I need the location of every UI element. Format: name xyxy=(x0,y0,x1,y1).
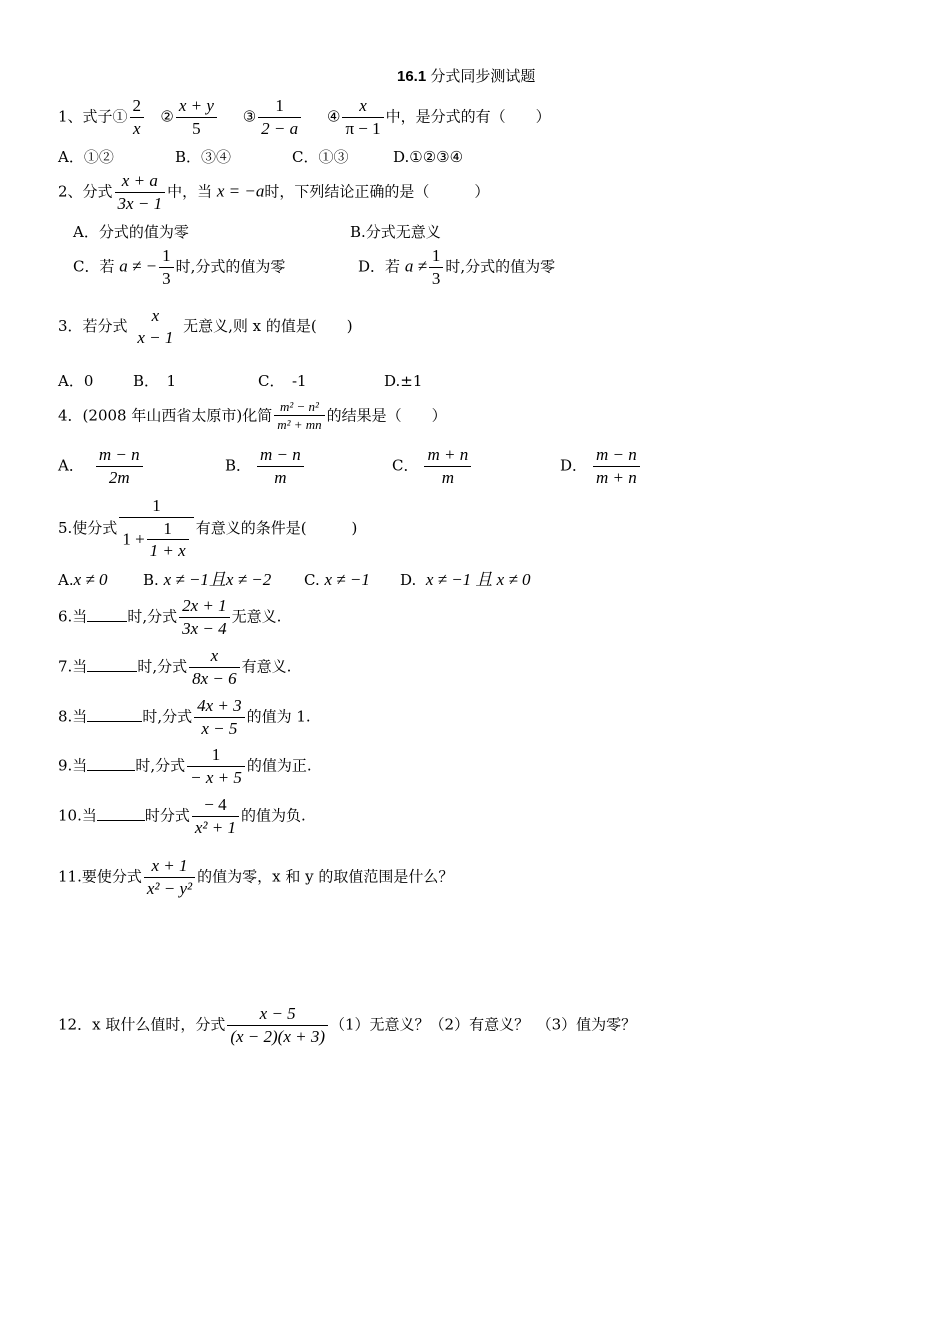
q8-suffix: 的值为 1. xyxy=(246,707,311,726)
option-label: C． xyxy=(392,456,419,475)
denominator: π − 1 xyxy=(345,118,381,138)
numerator: 2x + 1 xyxy=(179,597,230,618)
numerator: 1 xyxy=(187,746,245,767)
numerator: 2 xyxy=(130,97,145,118)
q9-mid: 时,分式 xyxy=(135,756,186,775)
q7-mid: 时,分式 xyxy=(137,657,188,676)
fraction xyxy=(593,446,640,487)
q4-prefix: 4．(2008 年山西省太原市)化简 xyxy=(58,406,273,425)
fraction xyxy=(194,697,245,738)
q2-option-a: A．分式的值为零 xyxy=(73,223,189,241)
q1-option-d: D.①②③④ xyxy=(393,148,464,166)
fraction xyxy=(144,857,195,898)
numerator: 1 xyxy=(147,520,189,541)
numerator: x + a xyxy=(115,172,166,193)
q12-suffix: （1）无意义？（2）有意义？ （3）值为零？ xyxy=(330,1015,637,1034)
answer-blank[interactable] xyxy=(87,658,137,672)
fraction xyxy=(258,97,301,138)
denominator: 3 xyxy=(162,268,171,288)
denominator xyxy=(119,518,193,561)
q5-suffix: 有意义的条件是( ) xyxy=(195,519,358,538)
fraction xyxy=(134,307,176,347)
q5-option-d xyxy=(400,571,531,588)
numerator: x xyxy=(342,97,383,118)
numerator: − 4 xyxy=(192,796,239,817)
q2-prefix: 2、分式 xyxy=(58,182,113,201)
numerator: x + y xyxy=(176,97,217,118)
denominator: x − 1 xyxy=(137,327,174,347)
answer-blank[interactable] xyxy=(87,757,135,771)
denominator: m xyxy=(441,467,454,487)
denominator: − x + 5 xyxy=(190,767,242,787)
q1-option-b: B．③④ xyxy=(175,148,232,166)
q6-prefix: 6.当 xyxy=(58,607,88,626)
q4-option-b xyxy=(225,446,306,487)
fraction xyxy=(189,647,240,688)
denominator: m² + mn xyxy=(277,417,322,433)
q3-option-c: C． -1 xyxy=(258,372,307,390)
q1-circle-2: ② xyxy=(160,107,174,126)
question-7 xyxy=(58,647,291,688)
q5-option-b xyxy=(143,571,271,588)
denominator: (x − 2)(x + 3) xyxy=(230,1026,326,1046)
question-11 xyxy=(58,857,453,898)
q1-prefix: 1、式子① xyxy=(58,107,128,126)
q4-option-d xyxy=(560,446,642,487)
q7-suffix: 有意义. xyxy=(241,657,292,676)
question-4 xyxy=(58,400,447,433)
q6-mid: 时,分式 xyxy=(127,607,178,626)
q2-optc-math: a ≠ − xyxy=(119,256,158,276)
numerator: x xyxy=(189,647,240,668)
q2-optd-post: 时,分式的值为零 xyxy=(445,257,556,276)
denominator: x² + 1 xyxy=(194,817,236,837)
q5-option-a xyxy=(58,571,108,588)
fraction xyxy=(176,97,217,138)
q1-circle-4: ④ xyxy=(327,107,341,126)
option-label: C. xyxy=(304,571,320,589)
numerator: x xyxy=(151,306,160,325)
denominator: 3x − 4 xyxy=(182,618,227,638)
denominator: 8x − 6 xyxy=(192,668,237,688)
numerator: x + 1 xyxy=(144,857,195,878)
q10-mid: 时分式 xyxy=(144,806,190,825)
q2-optc-pre: C．若 xyxy=(73,257,115,276)
fraction xyxy=(257,446,304,487)
numerator: m − n xyxy=(96,446,143,467)
denominator: m xyxy=(274,467,287,487)
question-5 xyxy=(58,497,357,561)
denominator: 1 + x xyxy=(149,541,186,561)
question-10 xyxy=(58,796,306,837)
q5-prefix: 5.使分式 xyxy=(58,519,118,538)
q8-prefix: 8.当 xyxy=(58,707,88,726)
question-12 xyxy=(58,1005,636,1046)
numerator: 1 xyxy=(159,247,174,268)
page-title xyxy=(397,69,535,84)
question-1 xyxy=(58,97,551,138)
numerator: m − n xyxy=(257,446,304,467)
q3-option-a: A．0 xyxy=(58,372,94,390)
title-text: 分式同步测试题 xyxy=(430,68,536,85)
q5-option-c xyxy=(304,571,370,588)
fraction xyxy=(115,172,166,213)
denominator: 5 xyxy=(192,118,201,138)
option-label: B． xyxy=(225,456,252,475)
q3-option-d: D.±1 xyxy=(384,372,423,390)
numerator: m + n xyxy=(424,446,471,467)
q2-optd-math: a ≠ xyxy=(404,256,427,276)
q2-optc-post: 时,分式的值为零 xyxy=(175,257,286,276)
q10-prefix: 10.当 xyxy=(58,806,97,825)
q2-mid: 中，当 xyxy=(167,182,213,201)
q3-prefix: 3．若分式 xyxy=(58,317,128,336)
title-number: 16.1 xyxy=(397,68,427,85)
denominator: x² − y² xyxy=(146,878,193,898)
answer-blank[interactable] xyxy=(87,708,142,722)
fraction xyxy=(227,1005,328,1046)
q11-prefix: 11.要使分式 xyxy=(58,867,142,886)
q3-suffix: 无意义,则 x 的值是( ) xyxy=(183,317,353,336)
denominator: x xyxy=(133,118,141,138)
denominator: 2m xyxy=(108,467,130,487)
q10-suffix: 的值为负. xyxy=(241,806,306,825)
q1-circle-3: ③ xyxy=(242,107,257,126)
option-label: B. xyxy=(143,571,159,589)
question-2 xyxy=(58,172,489,213)
q3-option-b: B． 1 xyxy=(133,372,177,390)
q2-option-b: B.分式无意义 xyxy=(350,223,441,241)
option-math: x ≠ −1 xyxy=(324,570,370,589)
q2-option-c xyxy=(73,247,285,288)
fraction xyxy=(130,97,145,138)
answer-blank[interactable] xyxy=(87,608,127,622)
compound-fraction xyxy=(119,497,193,561)
fraction xyxy=(187,746,245,787)
q1-option-a: A．①② xyxy=(58,148,114,166)
question-3 xyxy=(58,307,353,347)
denominator: 2 − a xyxy=(261,118,299,138)
q4-suffix: 的结果是（ ） xyxy=(326,406,447,425)
numerator: 1 xyxy=(429,247,444,268)
question-9 xyxy=(58,746,312,787)
q8-mid: 时,分式 xyxy=(142,707,193,726)
q9-suffix: 的值为正. xyxy=(246,756,312,775)
denominator: 3x − 1 xyxy=(117,193,163,213)
option-label: D. xyxy=(400,571,417,589)
fraction xyxy=(179,597,230,638)
question-6 xyxy=(58,597,281,638)
q4-option-a xyxy=(58,446,145,487)
q2-optd-pre: D．若 xyxy=(358,257,401,276)
fraction xyxy=(192,796,239,837)
denominator: 3 xyxy=(431,268,441,288)
option-math: x ≠ −1且x ≠ −2 xyxy=(163,570,272,589)
fraction xyxy=(274,400,324,433)
q1-option-c: C．①③ xyxy=(292,148,349,166)
numerator: m − n xyxy=(593,446,640,467)
numerator: 4x + 3 xyxy=(194,697,245,718)
fraction xyxy=(159,247,174,288)
answer-blank[interactable] xyxy=(97,807,145,821)
numerator: 1 xyxy=(119,497,193,518)
denominator-lead: 1 + xyxy=(122,529,145,549)
question-8 xyxy=(58,697,311,738)
option-label: A． xyxy=(58,456,84,475)
q2-condition: x = −a xyxy=(216,181,265,201)
option-label: A. xyxy=(58,571,74,589)
q6-suffix: 无意义. xyxy=(231,607,282,626)
q2-suffix: 时，下列结论正确的是（ ） xyxy=(264,182,490,201)
q4-option-c xyxy=(392,446,473,487)
option-math: x ≠ 0 xyxy=(73,570,108,589)
q2-option-d xyxy=(358,247,555,288)
fraction xyxy=(429,247,444,288)
fraction xyxy=(342,97,383,138)
numerator: x − 5 xyxy=(227,1005,328,1026)
fraction xyxy=(96,446,143,487)
q12-prefix: 12．x 取什么值时，分式 xyxy=(58,1015,226,1034)
option-label: D． xyxy=(560,456,588,475)
option-math: x ≠ −1 且 x ≠ 0 xyxy=(425,570,531,589)
q7-prefix: 7.当 xyxy=(58,657,88,676)
denominator: x − 5 xyxy=(201,718,238,738)
fraction xyxy=(424,446,471,487)
q11-suffix: 的值为零，x 和 y 的取值范围是什么？ xyxy=(197,867,454,886)
q1-suffix: 中，是分式的有（ ） xyxy=(385,107,551,126)
inner-fraction xyxy=(147,520,189,561)
q9-prefix: 9.当 xyxy=(58,756,88,775)
numerator: 1 xyxy=(258,97,301,118)
numerator: m² − n² xyxy=(274,400,324,416)
denominator: m + n xyxy=(596,467,637,487)
